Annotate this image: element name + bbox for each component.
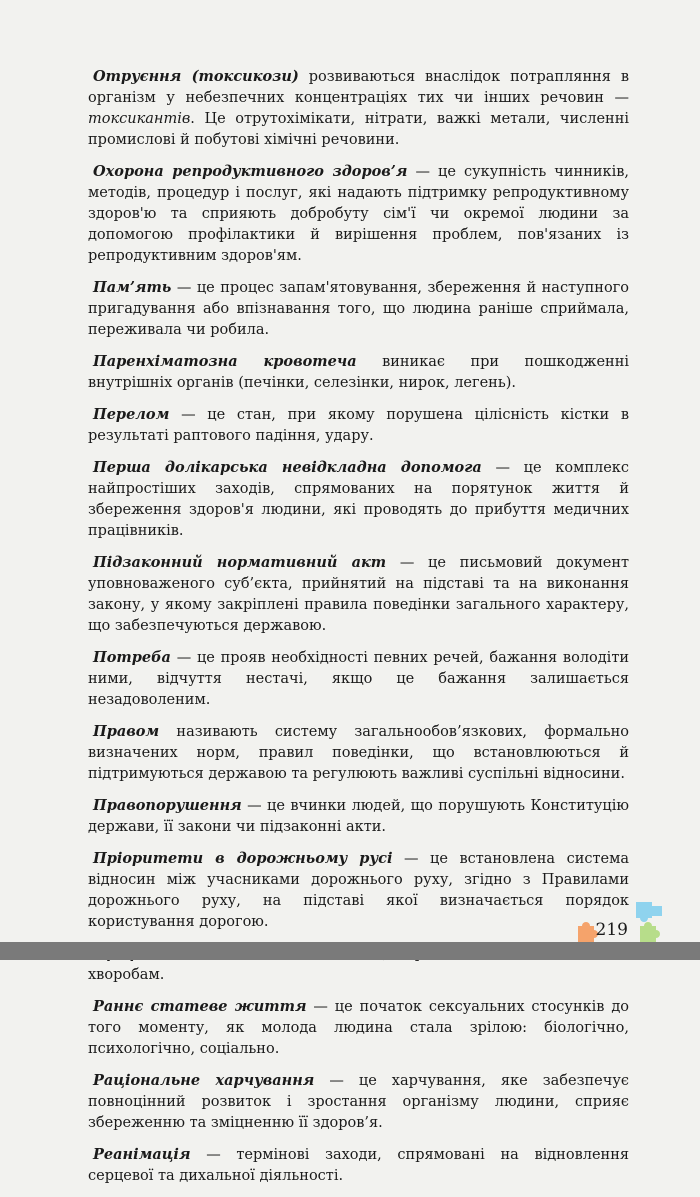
separator [357, 354, 382, 370]
glossary-definition: називають систему загальнообов’язкових, формально визначених норм, правил поведінки, що встановлюються й підтримуються державою та регулюють важливі суспільні відносини. [88, 724, 629, 782]
glossary-entry [88, 351, 629, 394]
glossary-term: Підзаконний нормативний акт [93, 554, 387, 571]
glossary-term: Раціональне харчування [93, 1072, 315, 1089]
glossary-definition: — термінові заходи, спрямовані на відновлення серцевої та дихальної діяльності. [88, 1147, 630, 1184]
glossary-entry [88, 457, 629, 542]
glossary-entry [88, 795, 629, 838]
glossary-entry [88, 277, 629, 341]
glossary-definition-tail: . Це отрутохімікати, нітрати, важкі метали, численні промислові й побутові хімічні речовини. [88, 111, 629, 148]
separator [482, 460, 496, 476]
glossary-definition: розвиваються внаслідок потрапляння в організм у небезпечних концентраціях тих чи інших речовин — [88, 69, 629, 106]
separator [307, 999, 314, 1015]
glossary-definition: — це письмовий документ уповноваженого суб’єкта, прийнятий на підставі та на виконання закону, у якому закріплені правила поведінки загального характеру, що забезпечуються державою. [88, 555, 630, 634]
glossary-entry [88, 404, 629, 447]
glossary-definition: хворобам. [88, 967, 165, 983]
glossary-entry [88, 996, 629, 1060]
glossary-entry [88, 647, 629, 711]
glossary-definition: — це стан, при якому порушена цілісність кістки в результаті раптового падіння, удару. [88, 407, 630, 444]
separator [169, 407, 181, 423]
glossary-term: Отруєння (токсикози) [93, 68, 299, 85]
glossary-term: Перша долікарська невідкладна допомога [93, 459, 482, 476]
glossary-term: Охорона репродуктивного здоров’я [93, 163, 408, 180]
separator [386, 555, 400, 571]
glossary-term: Перелом [93, 406, 170, 423]
puzzle-piece-blue-icon [636, 902, 662, 922]
glossary-term: Потреба [93, 649, 171, 666]
glossary-entry [88, 1070, 629, 1134]
page-number: 219 [595, 920, 628, 940]
footer-bar [0, 942, 700, 960]
glossary-definition: — це сукупність чинників, методів, процедур і послуг, які надають підтримку репродуктивному здоров'ю та сприяють добробуту сім'ї чи окремої людини за допомогою профілактики й вирішення проблем, пов'язаних із репродуктивним здоров'ям. [88, 164, 630, 264]
glossary-definition: — це прояв необхідності певних речей, бажання володіти ними, відчуття нестачі, якщо це бажання залишається незадоволеним. [88, 650, 630, 708]
glossary-term: Паренхіматозна кровотеча [93, 353, 357, 370]
glossary-emphasis: токсикантів [88, 111, 191, 127]
glossary-definition: — це встановлена система відносин між учасниками дорожнього руху, згідно з Правилами дорожнього руху, на підставі якої визначається порядок користування дорогою. [88, 851, 630, 930]
glossary-entry [88, 552, 629, 637]
glossary-term: Реанімація [93, 1146, 191, 1163]
glossary-definition: виникає при пошкодженні внутрішніх органів (печінки, селезінки, нирок, легень). [88, 354, 630, 391]
separator [190, 1147, 206, 1163]
glossary-term: Раннє статеве життя [93, 998, 307, 1015]
glossary-entry [88, 161, 629, 267]
glossary-entry [88, 66, 629, 151]
glossary-entry [88, 1144, 629, 1187]
separator [159, 724, 176, 740]
separator [299, 69, 309, 85]
glossary-definition: — це харчування, яке забезпечує повноцінний розвиток і зростання організму людини, сприяє збереженню та зміцненню її здоров’я. [88, 1073, 629, 1131]
glossary-term: Пам’ять [93, 279, 172, 296]
glossary-definition: — це процес запам'ятовування, збереження й наступного пригадування або впізнавання того, що людина раніше сприймала, переживала чи робила. [88, 280, 629, 338]
glossary-term: Правом [93, 723, 160, 740]
glossary-entry [88, 848, 629, 933]
glossary-definition: — це початок сексуальних стосунків до того моменту, як молода людина стала зрілою: біологічно, психологічно, соціально. [88, 999, 630, 1057]
glossary-entry [88, 721, 629, 785]
glossary-term: Правопорушення [93, 797, 242, 814]
glossary-definition: — це комплекс найпростіших заходів, спрямованих на порятунок життя й збереження здоров'я людини, які проводять до прибуття медичних працівників. [88, 460, 629, 539]
puzzle-piece-green-icon [640, 922, 660, 942]
glossary-definition: — це вчинки людей, що порушують Конституцію держави, її закони чи підзаконні акти. [88, 798, 630, 835]
separator [392, 851, 404, 867]
separator [314, 1073, 329, 1089]
glossary-text [88, 66, 629, 1197]
glossary-term: Пріоритети в дорожньому русі [93, 850, 393, 867]
